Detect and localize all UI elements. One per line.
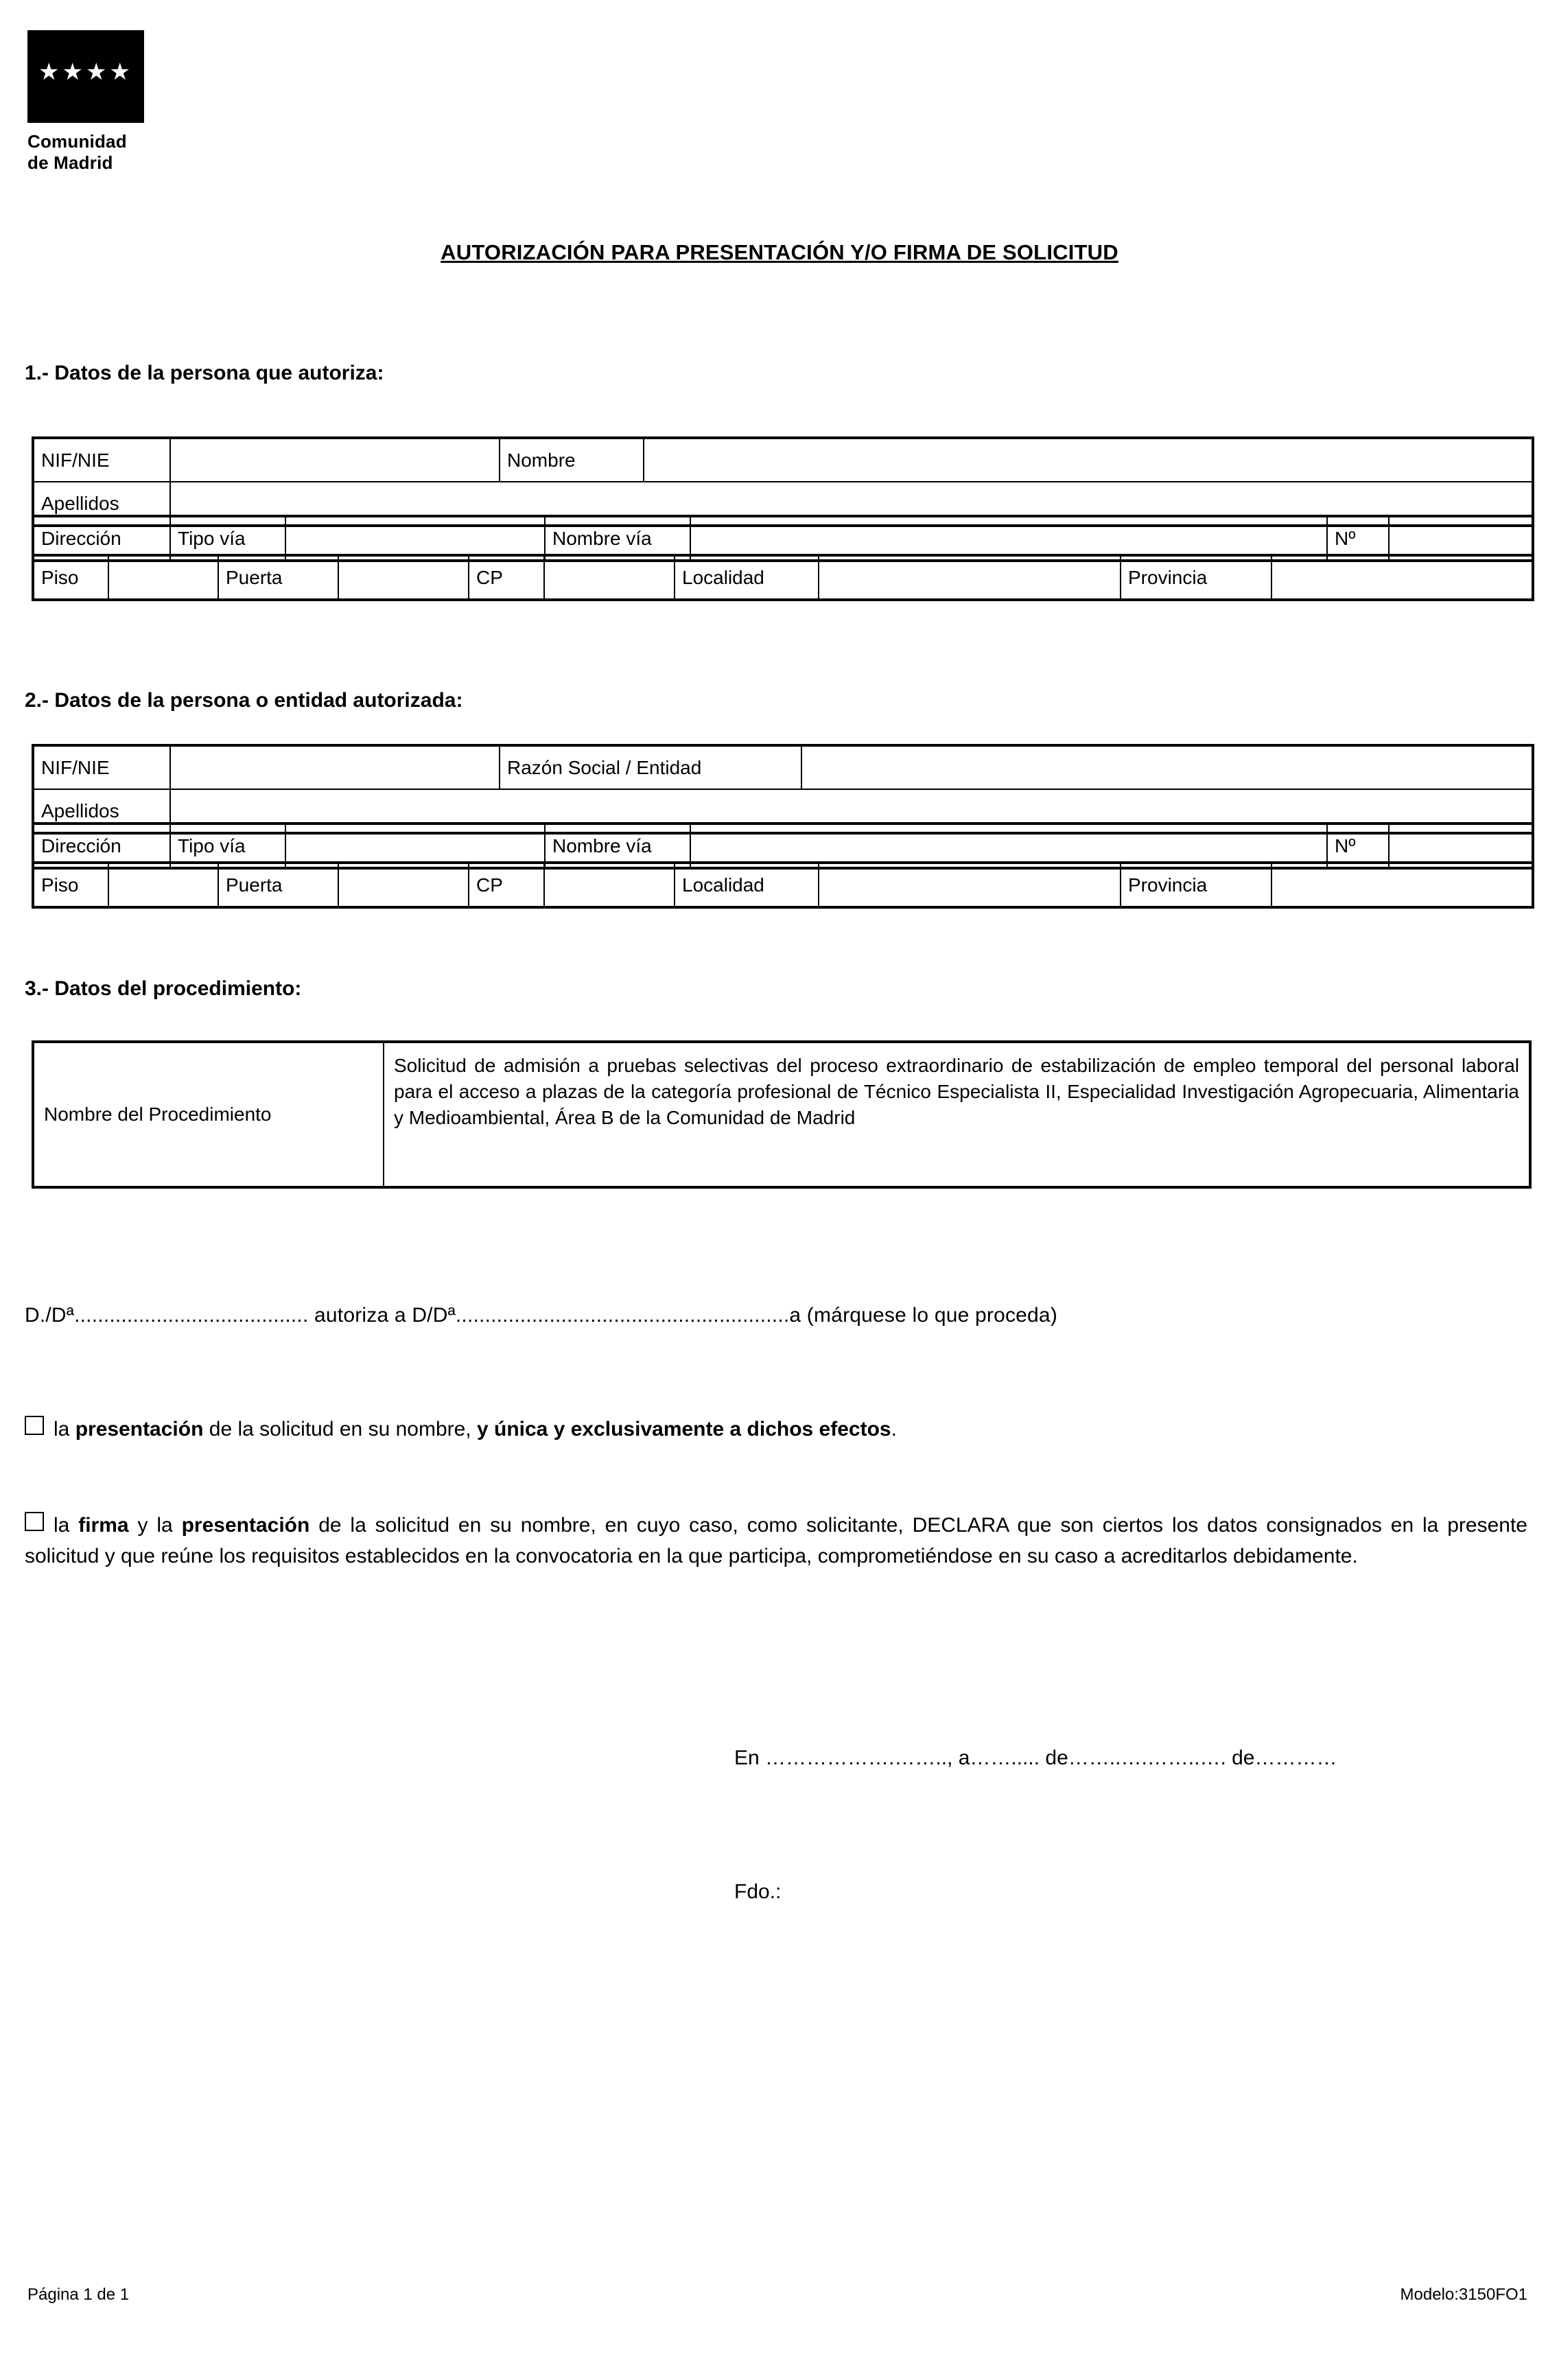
- field-localidad-2[interactable]: [819, 863, 1121, 907]
- label-apellidos-2: Apellidos: [33, 789, 170, 833]
- field-razon-social[interactable]: [801, 745, 1533, 789]
- logo-line-1: Comunidad: [27, 131, 127, 152]
- label-tipo-via: Tipo vía: [170, 516, 285, 561]
- authorizer-address-table-2: [32, 554, 1534, 601]
- field-nif-2[interactable]: [170, 745, 500, 789]
- field-provincia-2[interactable]: [1271, 863, 1533, 907]
- label-apellidos: Apellidos: [33, 482, 170, 526]
- field-localidad[interactable]: [819, 555, 1121, 600]
- label-direccion-2: Dirección: [33, 824, 170, 868]
- label-numero: Nº: [1327, 516, 1389, 561]
- label-cp-2: CP: [469, 863, 544, 907]
- auth-sentence-part-2: .........................................................a (márquese lo que proceda): [455, 1304, 1058, 1327]
- auth-sentence-part-1: D./Dª........................................ autoriza a D/Dª: [25, 1304, 456, 1327]
- madrid-flag-icon: [27, 30, 144, 123]
- signature-label[interactable]: Fdo.:: [734, 1880, 782, 1903]
- field-puerta[interactable]: [338, 555, 469, 600]
- authorized-address-table-2: [32, 861, 1534, 909]
- label-nif-2: NIF/NIE: [33, 745, 170, 789]
- label-piso-2: Piso: [33, 863, 108, 907]
- section-2-heading: 2.- Datos de la persona o entidad autorizada:: [25, 689, 463, 712]
- label-procedure-name: Nombre del Procedimiento: [33, 1042, 384, 1187]
- field-puerta-2[interactable]: [338, 863, 469, 907]
- option1-text-b: presentación: [75, 1418, 204, 1440]
- label-localidad: Localidad: [675, 555, 819, 600]
- authorization-sentence: [25, 1304, 1532, 1327]
- label-provincia: Provincia: [1121, 555, 1271, 600]
- field-piso[interactable]: [108, 555, 218, 600]
- field-cp-2[interactable]: [544, 863, 675, 907]
- option1-text-c: de la solicitud en su nombre,: [203, 1418, 477, 1440]
- stars-icon: ★★★★: [38, 59, 133, 85]
- logo-line-2: de Madrid: [27, 152, 113, 173]
- table-row: [33, 863, 1533, 907]
- label-direccion: Dirección: [33, 516, 170, 561]
- logo: [27, 30, 185, 173]
- table-row: [33, 1042, 1530, 1187]
- footer-page-number: Página 1 de 1: [27, 2285, 130, 2304]
- option1-text-e: .: [891, 1418, 897, 1440]
- option2-text-c: y la: [128, 1514, 182, 1537]
- label-localidad-2: Localidad: [675, 863, 819, 907]
- label-numero-2: Nº: [1327, 824, 1389, 868]
- label-puerta: Puerta: [218, 555, 338, 600]
- section-1-heading: 1.- Datos de la persona que autoriza:: [25, 362, 384, 384]
- option-presentacion[interactable]: [25, 1414, 1527, 1445]
- table-row: [33, 438, 1533, 482]
- label-nombre-via: Nombre vía: [545, 516, 690, 561]
- label-provincia-2: Provincia: [1121, 863, 1271, 907]
- label-tipo-via-2: Tipo vía: [170, 824, 285, 868]
- label-nombre: Nombre: [500, 438, 644, 482]
- label-puerta-2: Puerta: [218, 863, 338, 907]
- option1-text-d: y única y exclusivamente a dichos efectos: [476, 1418, 891, 1440]
- value-procedure-name: Solicitud de admisión a pruebas selectivas del proceso extraordinario de estabilización de empleo temporal del personal laboral para el acceso a plazas de la categoría profesional de Técnico Especialista II, Especialidad Investigación Agropecuaria, Alimentaria y Medioambiental, Área B de la Comunidad de Madrid: [384, 1042, 1530, 1187]
- footer-model-code: Modelo:3150FO1: [1400, 2285, 1527, 2304]
- table-row: [33, 745, 1533, 789]
- section-3-heading: 3.- Datos del procedimiento:: [25, 977, 302, 1000]
- label-cp: CP: [469, 555, 544, 600]
- label-nombre-via-2: Nombre vía: [545, 824, 690, 868]
- field-nombre[interactable]: [644, 438, 1533, 482]
- label-piso: Piso: [33, 555, 108, 600]
- authorizer-data-table: [32, 436, 1534, 527]
- option2-text-b: firma: [78, 1514, 129, 1537]
- label-nif: NIF/NIE: [33, 438, 170, 482]
- logo-text: [27, 131, 185, 173]
- field-nif[interactable]: [170, 438, 500, 482]
- option2-text-a: la: [54, 1514, 79, 1537]
- option-firma-presentacion[interactable]: [25, 1510, 1527, 1572]
- procedure-table: [32, 1040, 1532, 1189]
- option2-text-e: de la solicitud en su nombre, en cuyo caso, como solicitante, DECLARA que son ciertos los datos consignados en la presente solicitud y que reúne los requisitos establecidos en la convocatoria en la que participa, comprometiéndose en su caso a acreditarlos debidamente.: [25, 1514, 1527, 1567]
- checkbox-presentacion-icon[interactable]: [25, 1416, 44, 1435]
- option1-text-a: la: [54, 1418, 75, 1440]
- page-title: AUTORIZACIÓN PARA PRESENTACIÓN Y/O FIRMA DE SOLICITUD: [441, 240, 1118, 264]
- checkbox-firma-icon[interactable]: [25, 1512, 44, 1531]
- authorized-data-table: [32, 744, 1534, 835]
- label-razon-social: Razón Social / Entidad: [500, 745, 801, 789]
- option2-text-d: presentación: [181, 1514, 310, 1537]
- field-provincia[interactable]: [1271, 555, 1533, 600]
- place-date-line[interactable]: En ……………….…….., a……..... de……..….……..…. de…………: [734, 1747, 1337, 1769]
- field-cp[interactable]: [544, 555, 675, 600]
- field-piso-2[interactable]: [108, 863, 218, 907]
- table-row: [33, 555, 1533, 600]
